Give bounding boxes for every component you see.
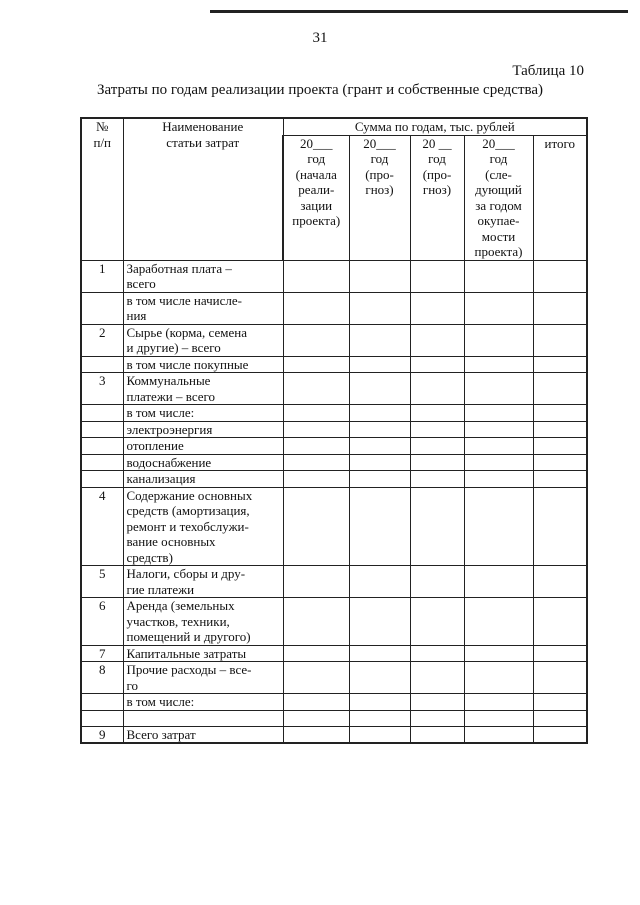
value-cell bbox=[533, 438, 587, 455]
value-cell bbox=[349, 356, 410, 373]
value-cell bbox=[349, 694, 410, 711]
row-name: канализация bbox=[123, 471, 283, 488]
value-cell bbox=[464, 471, 533, 488]
row-name: в том числе: bbox=[123, 405, 283, 422]
value-cell bbox=[533, 662, 587, 694]
header-year-4: 20___ год (сле- дующий за годом окупае- мости проекта) bbox=[464, 135, 533, 260]
value-cell bbox=[349, 324, 410, 356]
value-cell bbox=[410, 324, 464, 356]
value-cell bbox=[533, 405, 587, 422]
row-name: Сырье (корма, семена и другие) – всего bbox=[123, 324, 283, 356]
value-cell bbox=[410, 454, 464, 471]
value-cell bbox=[283, 487, 349, 566]
header-total: итого bbox=[533, 135, 587, 260]
value-cell bbox=[464, 645, 533, 662]
header-name: Наименование статьи затрат bbox=[123, 118, 283, 260]
value-cell bbox=[283, 566, 349, 598]
header-year-3: 20 __ год (про- гноз) bbox=[410, 135, 464, 260]
value-cell bbox=[349, 487, 410, 566]
value-cell bbox=[464, 566, 533, 598]
table-row bbox=[81, 373, 587, 405]
value-cell bbox=[410, 405, 464, 422]
value-cell bbox=[410, 471, 464, 488]
value-cell bbox=[533, 356, 587, 373]
value-cell bbox=[283, 662, 349, 694]
value-cell bbox=[533, 598, 587, 646]
value-cell bbox=[533, 487, 587, 566]
value-cell bbox=[349, 598, 410, 646]
row-name: Коммунальные платежи – всего bbox=[123, 373, 283, 405]
value-cell bbox=[533, 566, 587, 598]
row-name: Налоги, сборы и дру- гие платежи bbox=[123, 566, 283, 598]
table-row bbox=[81, 645, 587, 662]
value-cell bbox=[464, 454, 533, 471]
header-year-1: 20___ год (начала реали- зации проекта) bbox=[283, 135, 349, 260]
value-cell bbox=[464, 421, 533, 438]
value-cell bbox=[283, 645, 349, 662]
value-cell bbox=[464, 694, 533, 711]
page-number: 31 bbox=[312, 30, 328, 46]
table-row bbox=[81, 292, 587, 324]
value-cell bbox=[464, 726, 533, 743]
row-name: Прочие расходы – все- го bbox=[123, 662, 283, 694]
value-cell bbox=[349, 454, 410, 471]
value-cell bbox=[410, 694, 464, 711]
value-cell bbox=[283, 710, 349, 726]
value-cell bbox=[283, 454, 349, 471]
header-year-2: 20___ год (про- гноз) bbox=[349, 135, 410, 260]
row-number bbox=[81, 471, 123, 488]
row-number: 9 bbox=[81, 726, 123, 743]
value-cell bbox=[410, 662, 464, 694]
row-number bbox=[81, 405, 123, 422]
row-name: Всего затрат bbox=[123, 726, 283, 743]
value-cell bbox=[283, 356, 349, 373]
value-cell bbox=[283, 438, 349, 455]
row-name: Содержание основных средств (амортизация, ремонт и техобслужи- вание основных средств) bbox=[123, 487, 283, 566]
value-cell bbox=[349, 662, 410, 694]
table-row bbox=[81, 356, 587, 373]
value-cell bbox=[464, 324, 533, 356]
value-cell bbox=[533, 471, 587, 488]
value-cell bbox=[533, 324, 587, 356]
row-number: 1 bbox=[81, 260, 123, 292]
table-row bbox=[81, 726, 587, 743]
row-name bbox=[123, 710, 283, 726]
value-cell bbox=[283, 598, 349, 646]
value-cell bbox=[410, 566, 464, 598]
costs-table bbox=[80, 117, 588, 744]
header-num: № п/п bbox=[81, 118, 123, 260]
value-cell bbox=[410, 292, 464, 324]
row-number bbox=[81, 292, 123, 324]
row-number bbox=[81, 710, 123, 726]
row-number bbox=[81, 454, 123, 471]
value-cell bbox=[349, 726, 410, 743]
header-row-1 bbox=[81, 118, 587, 135]
value-cell bbox=[410, 356, 464, 373]
value-cell bbox=[349, 710, 410, 726]
row-number: 2 bbox=[81, 324, 123, 356]
value-cell bbox=[464, 292, 533, 324]
table-row bbox=[81, 710, 587, 726]
row-name: Аренда (земельных участков, техники, помещений и другого) bbox=[123, 598, 283, 646]
row-name: в том числе покупные bbox=[123, 356, 283, 373]
value-cell bbox=[464, 438, 533, 455]
row-name: в том числе начисле- ния bbox=[123, 292, 283, 324]
value-cell bbox=[283, 694, 349, 711]
header-sum: Сумма по годам, тыс. рублей bbox=[283, 118, 587, 135]
value-cell bbox=[533, 454, 587, 471]
value-cell bbox=[533, 292, 587, 324]
value-cell bbox=[464, 598, 533, 646]
table-title: Затраты по годам реализации проекта (грант и собственные средства) bbox=[96, 82, 544, 98]
value-cell bbox=[533, 694, 587, 711]
value-cell bbox=[533, 645, 587, 662]
row-name: водоснабжение bbox=[123, 454, 283, 471]
table-row bbox=[81, 566, 587, 598]
value-cell bbox=[349, 292, 410, 324]
row-name: Капитальные затраты bbox=[123, 645, 283, 662]
table-row bbox=[81, 421, 587, 438]
value-cell bbox=[410, 598, 464, 646]
value-cell bbox=[349, 373, 410, 405]
top-rule bbox=[210, 10, 628, 13]
table-row bbox=[81, 405, 587, 422]
value-cell bbox=[533, 260, 587, 292]
table-label: Таблица 10 bbox=[512, 63, 584, 79]
row-number: 7 bbox=[81, 645, 123, 662]
table-row bbox=[81, 454, 587, 471]
value-cell bbox=[283, 471, 349, 488]
value-cell bbox=[349, 438, 410, 455]
row-number: 6 bbox=[81, 598, 123, 646]
value-cell bbox=[410, 710, 464, 726]
value-cell bbox=[533, 726, 587, 743]
value-cell bbox=[464, 373, 533, 405]
table-row bbox=[81, 598, 587, 646]
row-number bbox=[81, 356, 123, 373]
value-cell bbox=[533, 421, 587, 438]
value-cell bbox=[349, 645, 410, 662]
value-cell bbox=[464, 487, 533, 566]
value-cell bbox=[410, 645, 464, 662]
value-cell bbox=[283, 292, 349, 324]
value-cell bbox=[283, 324, 349, 356]
table-row bbox=[81, 662, 587, 694]
row-number bbox=[81, 421, 123, 438]
value-cell bbox=[533, 373, 587, 405]
table-row bbox=[81, 487, 587, 566]
row-number: 3 bbox=[81, 373, 123, 405]
row-name: в том числе: bbox=[123, 694, 283, 711]
table-row bbox=[81, 694, 587, 711]
value-cell bbox=[410, 421, 464, 438]
value-cell bbox=[410, 726, 464, 743]
table-row bbox=[81, 471, 587, 488]
value-cell bbox=[464, 710, 533, 726]
value-cell bbox=[349, 471, 410, 488]
value-cell bbox=[464, 405, 533, 422]
row-name: Заработная плата – всего bbox=[123, 260, 283, 292]
table-row bbox=[81, 260, 587, 292]
value-cell bbox=[283, 726, 349, 743]
row-name: отопление bbox=[123, 438, 283, 455]
row-number bbox=[81, 438, 123, 455]
value-cell bbox=[464, 260, 533, 292]
value-cell bbox=[283, 260, 349, 292]
row-number: 8 bbox=[81, 662, 123, 694]
value-cell bbox=[349, 421, 410, 438]
row-name: электроэнергия bbox=[123, 421, 283, 438]
value-cell bbox=[349, 566, 410, 598]
value-cell bbox=[464, 662, 533, 694]
value-cell bbox=[283, 421, 349, 438]
value-cell bbox=[349, 260, 410, 292]
value-cell bbox=[283, 405, 349, 422]
table-row bbox=[81, 324, 587, 356]
value-cell bbox=[410, 373, 464, 405]
row-number: 5 bbox=[81, 566, 123, 598]
value-cell bbox=[283, 373, 349, 405]
table-row bbox=[81, 438, 587, 455]
value-cell bbox=[410, 260, 464, 292]
row-number bbox=[81, 694, 123, 711]
row-number: 4 bbox=[81, 487, 123, 566]
value-cell bbox=[410, 487, 464, 566]
value-cell bbox=[349, 405, 410, 422]
value-cell bbox=[464, 356, 533, 373]
value-cell bbox=[410, 438, 464, 455]
value-cell bbox=[533, 710, 587, 726]
